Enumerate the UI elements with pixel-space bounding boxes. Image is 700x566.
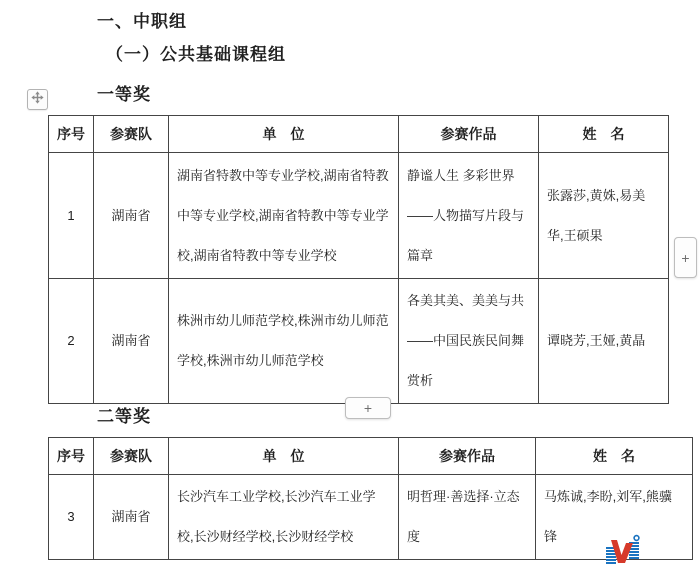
first-prize-table <box>48 115 669 404</box>
cell-names: 张露莎,黄姝,易美华,王硕果 <box>539 153 669 279</box>
move-icon <box>30 90 45 110</box>
heading-subgroup: （一）公共基础课程组 <box>106 45 286 64</box>
header-no: 序号 <box>49 116 94 153</box>
heading-first-prize: 一等奖 <box>97 85 151 104</box>
cell-unit: 株洲市幼儿师范学校,株洲市幼儿师范学校,株洲市幼儿师范学校 <box>169 279 399 404</box>
cell-names: 谭晓芳,王娅,黄晶 <box>539 279 669 404</box>
cell-no: 1 <box>49 153 94 279</box>
table-header-row <box>49 438 693 475</box>
header-names: 姓 名 <box>539 116 669 153</box>
heading-second-prize: 二等奖 <box>97 407 151 426</box>
heading-group: 一、中职组 <box>97 12 187 31</box>
cell-no: 3 <box>49 475 94 560</box>
insert-column-button[interactable]: + <box>674 237 697 278</box>
table-row <box>49 153 669 279</box>
cell-unit: 长沙汽车工业学校,长沙汽车工业学校,长沙财经学校,长沙财经学校 <box>169 475 399 560</box>
cell-team: 湖南省 <box>94 475 169 560</box>
table-row <box>49 475 693 560</box>
cell-work: 各美其美、美美与共——中国民族民间舞赏析 <box>399 279 539 404</box>
header-team: 参赛队 <box>94 116 169 153</box>
table-row <box>49 279 669 404</box>
insert-row-button[interactable]: + <box>345 397 391 419</box>
header-work: 参赛作品 <box>399 116 539 153</box>
cell-team: 湖南省 <box>94 153 169 279</box>
header-names: 姓 名 <box>536 438 693 475</box>
header-unit: 单 位 <box>169 438 399 475</box>
cell-team: 湖南省 <box>94 279 169 404</box>
second-prize-table <box>48 437 693 560</box>
cell-no: 2 <box>49 279 94 404</box>
cell-work: 静谧人生 多彩世界——人物描写片段与篇章 <box>399 153 539 279</box>
header-work: 参赛作品 <box>399 438 536 475</box>
header-no: 序号 <box>49 438 94 475</box>
header-unit: 单 位 <box>169 116 399 153</box>
table-move-handle[interactable] <box>27 89 48 110</box>
cell-unit: 湖南省特教中等专业学校,湖南省特教中等专业学校,湖南省特教中等专业学校,湖南省特教中等专业学校 <box>169 153 399 279</box>
cell-work: 明哲理·善选择·立态度 <box>399 475 536 560</box>
header-team: 参赛队 <box>94 438 169 475</box>
v-logo-watermark <box>605 534 641 565</box>
table-header-row <box>49 116 669 153</box>
cell-names: 马炼诚,李盼,刘军,熊骥锋 <box>536 475 693 560</box>
